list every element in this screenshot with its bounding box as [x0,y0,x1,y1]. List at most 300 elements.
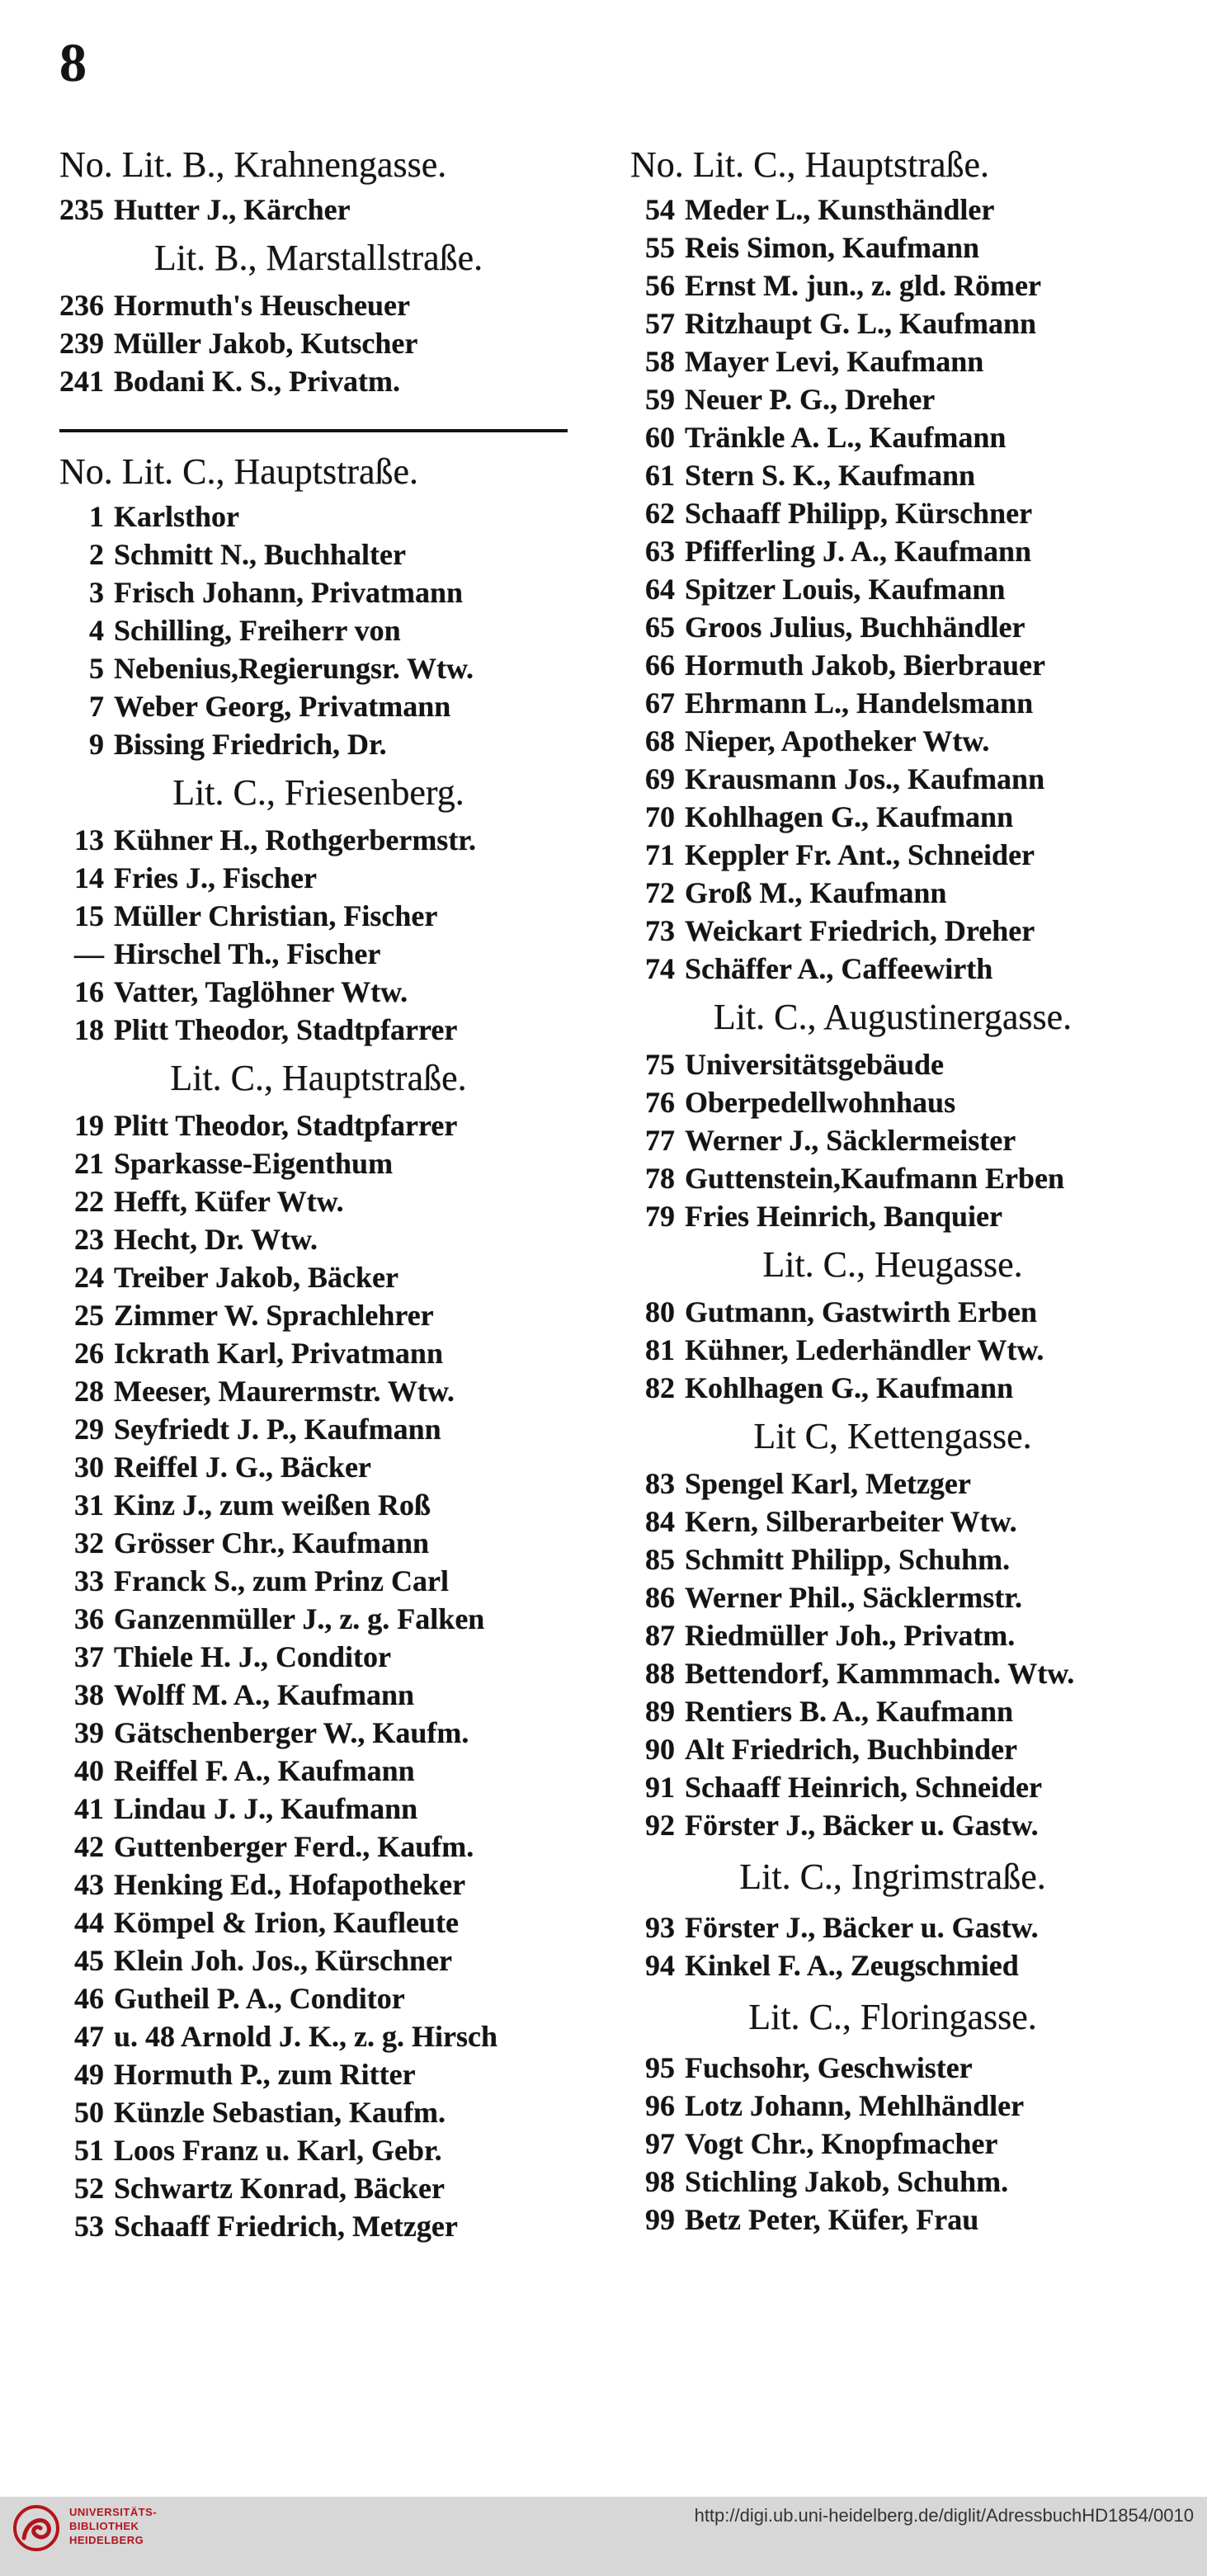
resident-name: Zimmer W. Sprachlehrer [114,1299,434,1332]
house-number: 22 [74,1185,104,1218]
directory-entry [59,1524,578,1562]
directory-entry [630,950,1155,988]
directory-entry [630,1045,1155,1083]
resident-name: Krausmann Jos., Kaufmann [685,762,1045,795]
directory-entry [59,1904,578,1941]
resident-name: Wolff M. A., Kaufmann [114,1678,415,1711]
directory-entry [630,304,1155,342]
house-number: 82 [645,1371,675,1404]
street-section [59,445,578,763]
directory-entry [630,1369,1155,1407]
house-number: 70 [645,800,675,833]
house-number: 64 [645,573,675,606]
house-number: 24 [74,1261,104,1294]
directory-entry [630,1331,1155,1369]
library-name-line: BIBLIOTHEK [69,2520,139,2532]
directory-entry [59,1866,578,1904]
house-number: 57 [645,307,675,340]
house-number: 84 [645,1505,675,1538]
street-heading [59,445,578,498]
resident-name: Vogt Chr., Knopfmacher [685,2127,998,2160]
resident-name: Nebenius,Regierungsr. Wtw. [114,652,474,685]
directory-entry [630,532,1155,570]
directory-entry [630,1908,1155,1946]
house-number: 21 [74,1147,104,1180]
resident-name: Hefft, Küfer Wtw. [114,1185,344,1218]
street-section [59,1049,578,2245]
resident-name: Kohlhagen G., Kaufmann [685,1371,1014,1404]
library-name-line: HEIDELBERG [69,2534,144,2546]
street-heading [59,1049,578,1106]
directory-entry [630,342,1155,380]
resident-name: u. 48 Arnold J. K., z. g. Hirsch [114,2020,498,2053]
directory-entry [59,1486,578,1524]
house-number: 43 [74,1868,104,1901]
directory-entry [630,1465,1155,1503]
directory-entry [630,2125,1155,2163]
house-number: 42 [74,1830,104,1863]
resident-name: Ehrmann L., Handelsmann [685,686,1034,719]
directory-entry [59,1182,578,1220]
directory-entry [630,494,1155,532]
directory-entry [59,1752,578,1790]
house-number: 13 [74,823,104,856]
directory-entry [59,935,578,973]
resident-name: Kühner H., Rothgerbermstr. [114,823,476,856]
house-number: 74 [645,952,675,985]
house-number: 50 [74,2096,104,2129]
resident-name: Fries Heinrich, Banquier [685,1200,1002,1233]
resident-name: Loos Franz u. Karl, Gebr. [114,2134,442,2167]
house-number: 2 [89,538,104,571]
house-number: 37 [74,1640,104,1673]
library-name [69,2505,157,2547]
resident-name: Schilling, Freiherr von [114,614,401,647]
street-section [59,763,578,1049]
house-number: 80 [645,1295,675,1328]
house-number: 33 [74,1564,104,1597]
directory-entry [630,608,1155,646]
directory-entry [59,1372,578,1410]
directory-entry [630,912,1155,950]
house-number: 93 [645,1911,675,1944]
resident-name: Seyfriedt J. P., Kaufmann [114,1413,441,1446]
resident-name: Gätschenberger W., Kaufm. [114,1716,469,1749]
house-number: 58 [645,345,675,378]
directory-entry [630,1806,1155,1844]
house-number: 90 [645,1733,675,1766]
resident-name: Universitätsgebäude [685,1048,944,1081]
resident-name: Werner Phil., Säcklermstr. [685,1581,1022,1614]
directory-entry [59,2169,578,2207]
directory-entry [59,1448,578,1486]
house-number: 61 [645,459,675,492]
directory-entry [630,1616,1155,1654]
directory-entry [59,286,578,324]
resident-name: Sparkasse-Eigenthum [114,1147,394,1180]
resident-name: Keppler Fr. Ant., Schneider [685,838,1035,871]
directory-entry [59,2093,578,2131]
directory-entry [630,646,1155,684]
house-number: 28 [74,1375,104,1408]
library-name-line: UNIVERSITÄTS- [69,2506,158,2518]
house-number: 96 [645,2089,675,2122]
resident-name: Weickart Friedrich, Dreher [685,914,1035,947]
right-column [630,138,1155,2239]
house-number: 19 [74,1109,104,1142]
house-number: 3 [89,576,104,609]
resident-name: Hecht, Dr. Wtw. [114,1223,318,1256]
resident-name: Vatter, Taglöhner Wtw. [114,975,408,1008]
house-number: 32 [74,1526,104,1559]
house-number: 41 [74,1792,104,1825]
resident-name: Bettendorf, Kammmach. Wtw. [685,1657,1075,1690]
directory-entry [630,1654,1155,1692]
directory-entry [59,649,578,687]
resident-name: Neuer P. G., Dreher [685,383,936,416]
house-number: 44 [74,1906,104,1939]
house-number: 1 [89,500,104,533]
resident-name: Ganzenmüller J., z. g. Falken [114,1602,485,1635]
directory-entry [59,2207,578,2245]
house-number: 65 [645,611,675,644]
resident-name: Frisch Johann, Privatmann [114,576,464,609]
directory-entry [630,380,1155,418]
resident-name: Guttenstein,Kaufmann Erben [685,1162,1065,1195]
house-number: 53 [74,2210,104,2243]
resident-name: Schmitt Philipp, Schuhm. [685,1543,1011,1576]
directory-entry [59,821,578,859]
house-number: 68 [645,724,675,757]
resident-name: Riedmüller Joh., Privatm. [685,1619,1016,1652]
directory-entry [59,973,578,1011]
house-number: 67 [645,686,675,719]
house-number: 39 [74,1716,104,1749]
house-number: 81 [645,1333,675,1366]
house-number: 66 [645,649,675,682]
footer-bar [0,2497,1207,2576]
resident-name: Spitzer Louis, Kaufmann [685,573,1006,606]
directory-entry [59,1638,578,1676]
house-number: 99 [645,2203,675,2236]
resident-name: Ickrath Karl, Privatmann [114,1337,443,1370]
house-number: 78 [645,1162,675,1195]
street-heading-text: Lit C, Kettengasse. [753,1415,1032,1456]
house-number: — [74,937,104,970]
street-heading [59,763,578,821]
left-column-upper-block [59,138,578,400]
resident-name: Hutter J., Kärcher [114,193,351,226]
resident-name: Hormuth's Heuscheuer [114,289,410,322]
house-number: 76 [645,1086,675,1119]
directory-entry [630,2163,1155,2201]
directory-entry [630,2087,1155,2125]
house-number: 97 [645,2127,675,2160]
house-number: 241 [59,365,104,398]
resident-name: Gutmann, Gastwirth Erben [685,1295,1038,1328]
house-number: 86 [645,1581,675,1614]
directory-entry [630,1946,1155,1984]
resident-name: Bodani K. S., Privatm. [114,365,401,398]
directory-entry [630,1540,1155,1578]
directory-entry [59,498,578,535]
directory-entry [630,191,1155,229]
street-section [59,138,578,229]
resident-name: Künzle Sebastian, Kaufm. [114,2096,446,2129]
resident-name: Fries J., Fischer [114,861,317,894]
street-heading [630,1235,1155,1293]
left-column [59,138,578,2245]
street-section [630,1235,1155,1407]
section-divider [59,429,568,432]
directory-entry [59,687,578,725]
house-number: 83 [645,1467,675,1500]
directory-entry [59,362,578,400]
resident-name: Förster J., Bäcker u. Gastw. [685,1911,1039,1944]
directory-entry [59,1941,578,1979]
house-number: 4 [89,614,104,647]
resident-name: Guttenberger Ferd., Kaufm. [114,1830,474,1863]
page-url: http://digi.ub.uni-heidelberg.de/diglit/AdressbuchHD1854/0010 [694,2505,1194,2526]
resident-name: Tränkle A. L., Kaufmann [685,421,1007,454]
directory-entry [630,1503,1155,1540]
resident-name: Henking Ed., Hofapotheker [114,1868,466,1901]
house-number: 45 [74,1944,104,1977]
house-number: 55 [645,231,675,264]
directory-entry [59,1600,578,1638]
resident-name: Gutheil P. A., Conditor [114,1982,405,2015]
house-number: 239 [59,327,104,360]
directory-entry [59,2131,578,2169]
directory-entry [630,1730,1155,1768]
house-number: 75 [645,1048,675,1081]
directory-entry [59,2055,578,2093]
house-number: 46 [74,1982,104,2015]
house-number: 18 [74,1013,104,1046]
resident-name: Klein Joh. Jos., Kürschner [114,1944,453,1977]
house-number: 79 [645,1200,675,1233]
resident-name: Fuchsohr, Geschwister [685,2051,973,2084]
street-heading [59,229,578,286]
directory-entry [59,573,578,611]
house-number: 89 [645,1695,675,1728]
street-heading [630,1844,1155,1908]
directory-entry [59,535,578,573]
resident-name: Kern, Silberarbeiter Wtw. [685,1505,1017,1538]
house-number: 23 [74,1223,104,1256]
house-number: 14 [74,861,104,894]
house-number: 62 [645,497,675,530]
house-number: 15 [74,899,104,932]
resident-name: Nieper, Apotheker Wtw. [685,724,990,757]
directory-entry [59,1220,578,1258]
house-number: 88 [645,1657,675,1690]
resident-name: Kinkel F. A., Zeugschmied [685,1949,1019,1982]
directory-entry [59,324,578,362]
house-number: 94 [645,1949,675,1982]
house-number: 95 [645,2051,675,2084]
resident-name: Franck S., zum Prinz Carl [114,1564,449,1597]
house-number: 49 [74,2058,104,2091]
directory-entry [630,2049,1155,2087]
page-number: 8 [59,33,87,93]
street-heading-text: Lit. C., Floringasse. [748,1996,1037,2037]
resident-name: Lotz Johann, Mehlhändler [685,2089,1025,2122]
house-number: 7 [89,690,104,723]
street-heading-text: Lit. C., Heugasse. [762,1243,1023,1285]
street-heading [630,138,1155,191]
directory-entry [630,874,1155,912]
directory-entry [630,798,1155,836]
house-number: 36 [74,1602,104,1635]
resident-name: Thiele H. J., Conditor [114,1640,392,1673]
directory-entry [630,722,1155,760]
resident-name: Kühner, Lederhändler Wtw. [685,1333,1044,1366]
house-number: 98 [645,2165,675,2198]
house-number: 29 [74,1413,104,1446]
directory-entry [59,1011,578,1049]
directory-entry [630,229,1155,267]
resident-name: Kohlhagen G., Kaufmann [685,800,1014,833]
resident-name: Alt Friedrich, Buchbinder [685,1733,1017,1766]
directory-entry [59,611,578,649]
directory-entry [59,1334,578,1372]
resident-name: Groß M., Kaufmann [685,876,947,909]
resident-name: Ritzhaupt G. L., Kaufmann [685,307,1037,340]
street-heading [630,1984,1155,2049]
street-heading-text: Lit. B., Marstallstraße. [153,237,483,278]
resident-name: Stichling Jakob, Schuhm. [685,2165,1009,2198]
house-number: 77 [645,1124,675,1157]
resident-name: Schmitt N., Buchhalter [114,538,406,571]
directory-entry [59,1144,578,1182]
resident-name: Reiffel F. A., Kaufmann [114,1754,415,1787]
directory-entry [59,1296,578,1334]
street-section [630,988,1155,1235]
directory-entry [59,1790,578,1828]
house-number: 73 [645,914,675,947]
house-number: 5 [89,652,104,685]
directory-entry [59,897,578,935]
resident-name: Hormuth Jakob, Bierbrauer [685,649,1045,682]
directory-entry [59,859,578,897]
resident-name: Schaaff Friedrich, Metzger [114,2210,458,2243]
resident-name: Müller Jakob, Kutscher [114,327,418,360]
house-number: 92 [645,1809,675,1842]
resident-name: Treiber Jakob, Bäcker [114,1261,398,1294]
house-number: 25 [74,1299,104,1332]
street-heading-text: Lit. C., Friesenberg. [172,771,464,813]
house-number: 91 [645,1771,675,1804]
directory-entry [59,1676,578,1714]
resident-name: Schaaff Philipp, Kürschner [685,497,1033,530]
directory-entry [630,1692,1155,1730]
directory-entry [59,725,578,763]
resident-name: Rentiers B. A., Kaufmann [685,1695,1014,1728]
house-number: 52 [74,2172,104,2205]
directory-entry [59,2017,578,2055]
resident-name: Kömpel & Irion, Kaufleute [114,1906,459,1939]
directory-entry [59,1828,578,1866]
resident-name: Reiffel J. G., Bäcker [114,1451,371,1484]
street-section [59,229,578,400]
directory-entry [630,456,1155,494]
resident-name: Mayer Levi, Kaufmann [685,345,984,378]
resident-name: Bissing Friedrich, Dr. [114,728,387,761]
street-heading [630,1407,1155,1465]
house-number: 69 [645,762,675,795]
library-logo-icon [12,2503,61,2553]
directory-entry [630,418,1155,456]
resident-name: Meeser, Maurermstr. Wtw. [114,1375,455,1408]
resident-name: Plitt Theodor, Stadtpfarrer [114,1109,458,1142]
house-number: 40 [74,1754,104,1787]
resident-name: Müller Christian, Fischer [114,899,438,932]
house-number: 87 [645,1619,675,1652]
directory-entry [630,1293,1155,1331]
resident-name: Ernst M. jun., z. gld. Römer [685,269,1041,302]
house-number: 236 [59,289,104,322]
street-heading-text: No. Lit. C., Hauptstraße. [59,451,419,492]
resident-name: Hirschel Th., Fischer [114,937,381,970]
resident-name: Stern S. K., Kaufmann [685,459,976,492]
resident-name: Lindau J. J., Kaufmann [114,1792,418,1825]
directory-entry [59,1410,578,1448]
street-heading [59,138,578,191]
street-heading-text: Lit. C., Hauptstraße. [170,1057,467,1098]
directory-entry [630,267,1155,304]
directory-entry [59,1258,578,1296]
resident-name: Reis Simon, Kaufmann [685,231,980,264]
street-section [630,1984,1155,2239]
street-section [630,1844,1155,1984]
directory-entry [59,1714,578,1752]
house-number: 30 [74,1451,104,1484]
directory-entry [59,1562,578,1600]
directory-entry [630,1121,1155,1159]
house-number: 63 [645,535,675,568]
directory-entry [630,684,1155,722]
house-number: 72 [645,876,675,909]
directory-entry [630,1159,1155,1197]
directory-entry [630,2201,1155,2239]
directory-entry [59,191,578,229]
resident-name: Groos Julius, Buchhändler [685,611,1025,644]
house-number: 26 [74,1337,104,1370]
house-number: 56 [645,269,675,302]
house-number: 60 [645,421,675,454]
directory-entry [630,1578,1155,1616]
house-number: 38 [74,1678,104,1711]
street-heading-text: No. Lit. C., Hauptstraße. [630,144,990,185]
resident-name: Schwartz Konrad, Bäcker [114,2172,445,2205]
resident-name: Schaaff Heinrich, Schneider [685,1771,1042,1804]
house-number: 85 [645,1543,675,1576]
resident-name: Hormuth P., zum Ritter [114,2058,416,2091]
resident-name: Grösser Chr., Kaufmann [114,1526,430,1559]
resident-name: Plitt Theodor, Stadtpfarrer [114,1013,458,1046]
directory-entry [630,570,1155,608]
resident-name: Kinz J., zum weißen Roß [114,1489,431,1522]
resident-name: Oberpedellwohnhaus [685,1086,956,1119]
house-number: 235 [59,193,104,226]
street-heading-text: No. Lit. B., Krahnengasse. [59,144,447,185]
house-number: 54 [645,193,675,226]
resident-name: Weber Georg, Privatmann [114,690,451,723]
resident-name: Spengel Karl, Metzger [685,1467,971,1500]
house-number: 47 [74,2020,104,2053]
resident-name: Meder L., Kunsthändler [685,193,995,226]
